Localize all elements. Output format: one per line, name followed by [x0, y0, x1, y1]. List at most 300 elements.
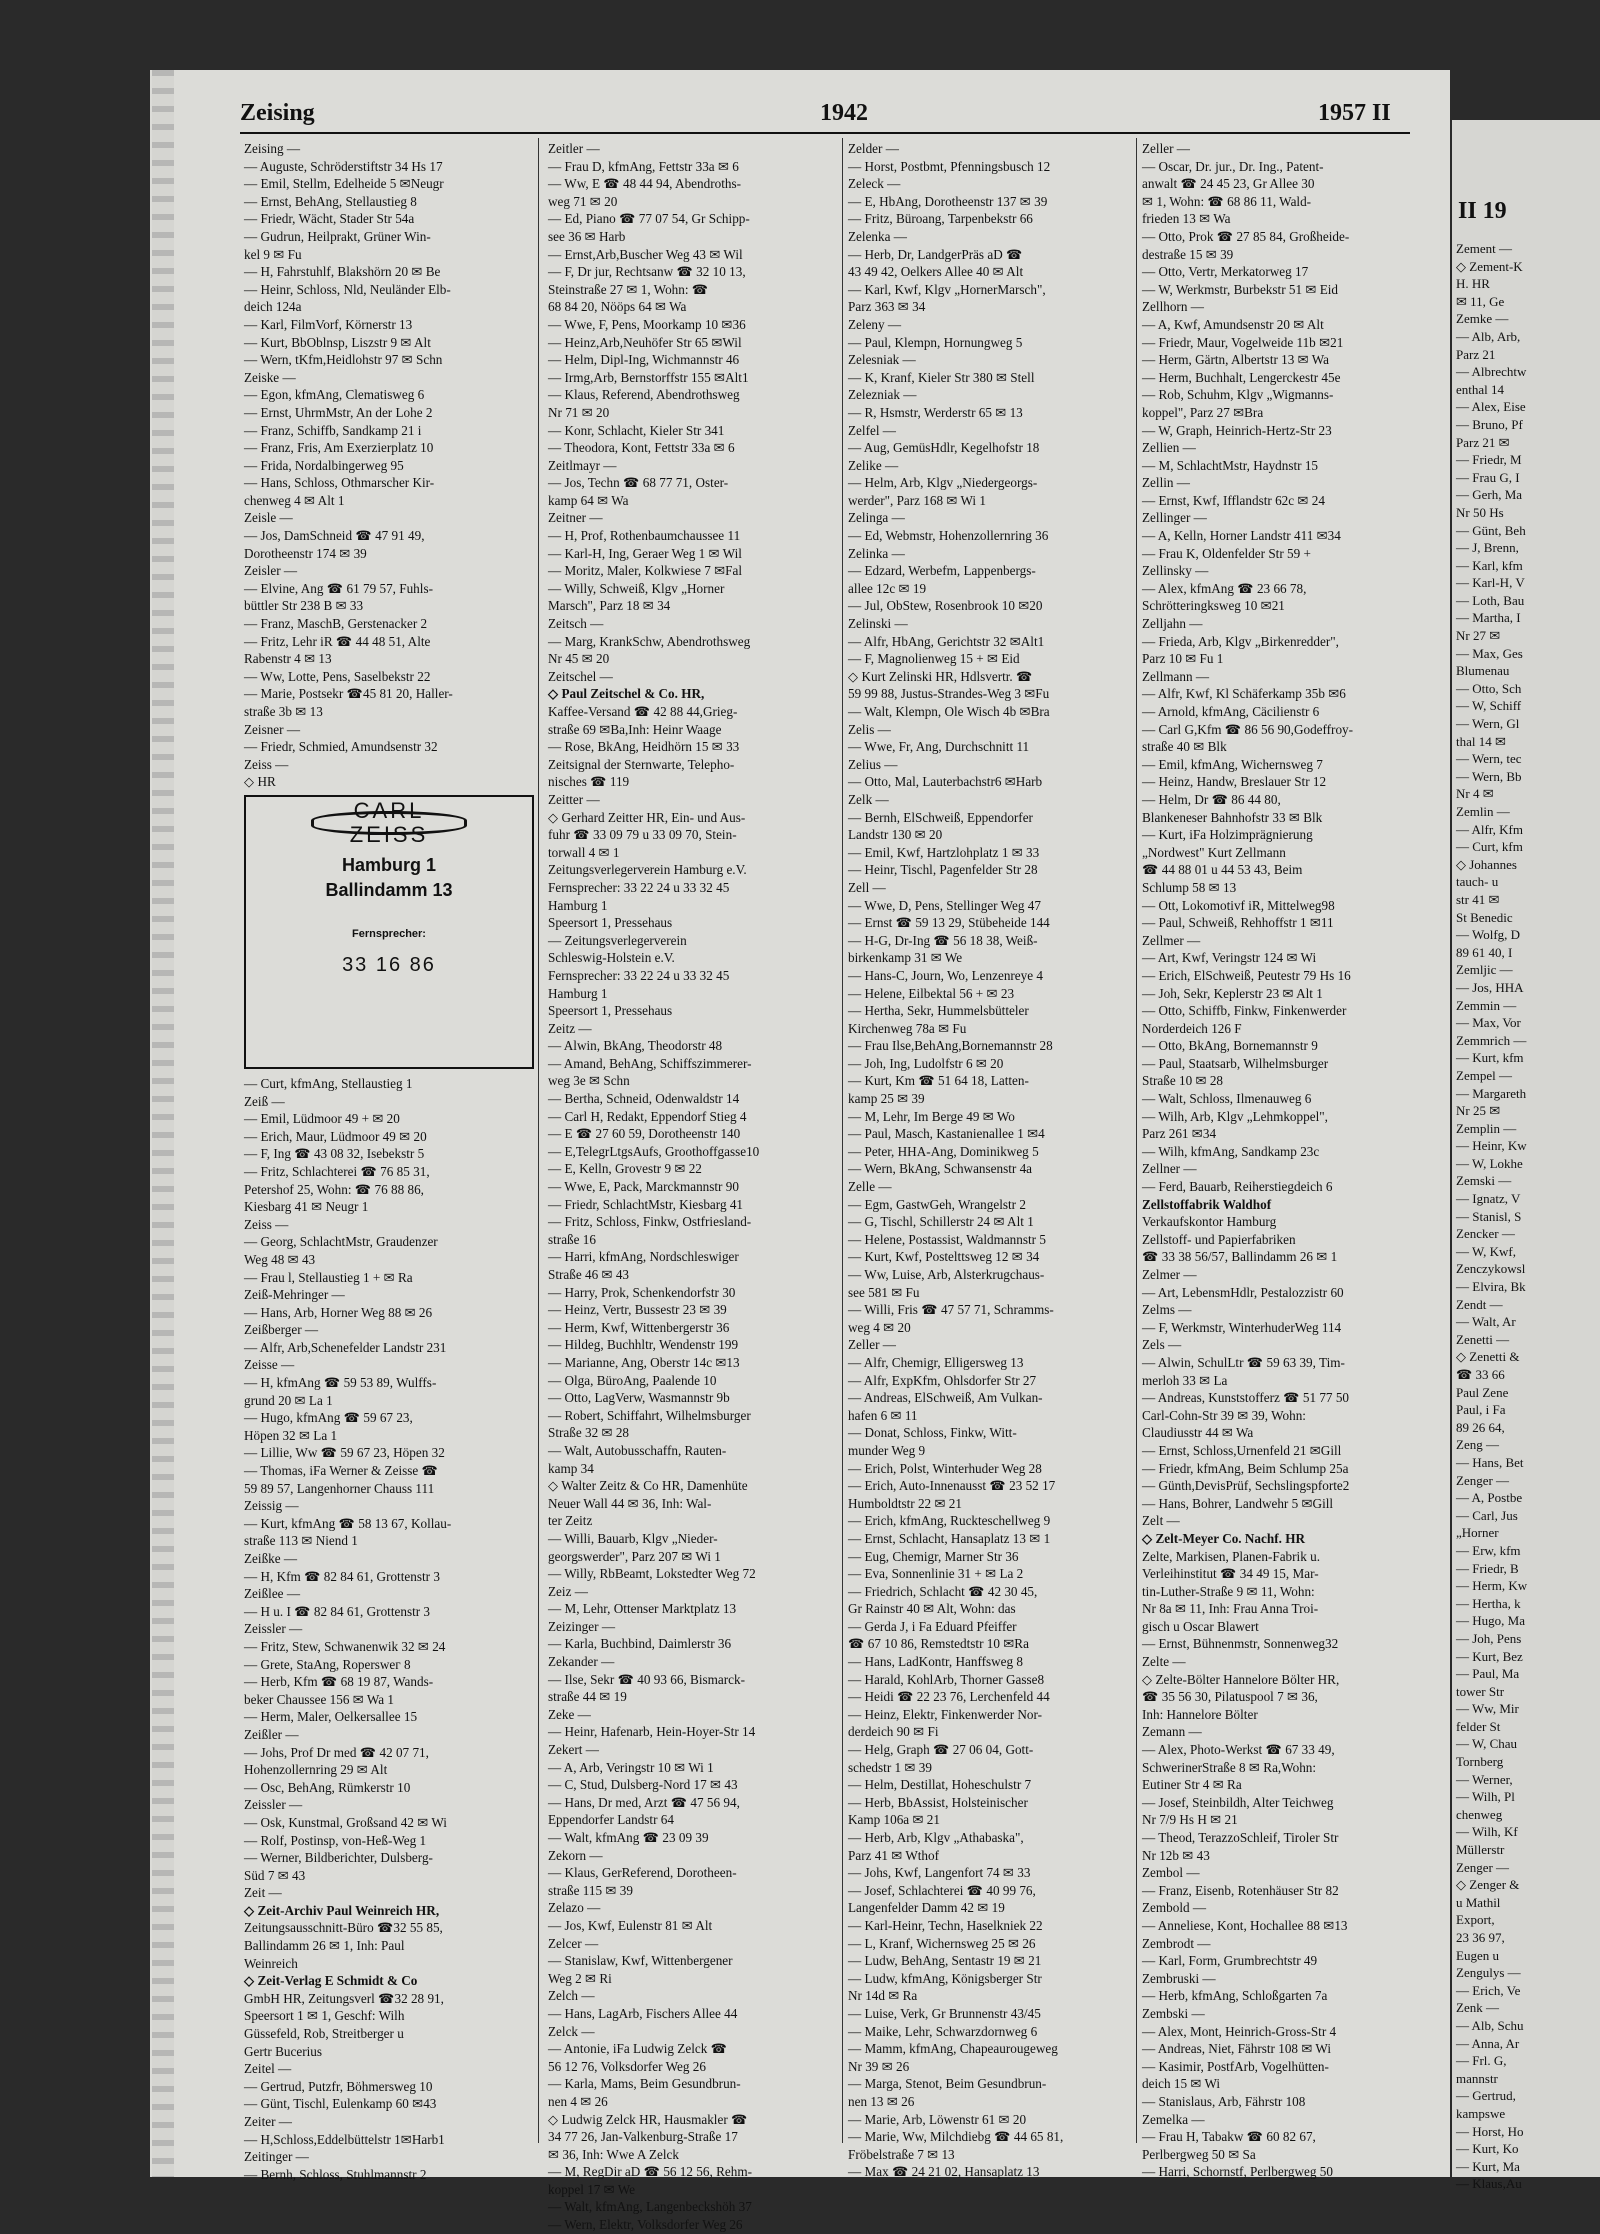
zeiss-advertisement — [244, 795, 534, 1069]
directory-entry: Zemelka — — [1142, 2111, 1205, 2127]
directory-entry: ◇ Walter Zeitz & Co HR, Damenhüte — [548, 1478, 748, 1494]
directory-entry: Paul, i Fa — [1456, 1402, 1506, 1418]
column-1 — [244, 140, 534, 2183]
directory-entry: Tornberg — [1456, 1754, 1504, 1770]
directory-entry: Müllerstr — [1456, 1842, 1505, 1858]
directory-entry: — Wwe, D, Pens, Stellinger Weg 47 — [848, 897, 1041, 913]
directory-entry: — Frida, Nordalbingerweg 95 — [244, 457, 404, 473]
directory-entry: chenweg — [1456, 1806, 1503, 1822]
directory-entry: — Hans-C, Journ, Wo, Lenzenreye 4 — [848, 967, 1043, 983]
directory-entry: Parz 41 ✉ Wthof — [848, 1847, 940, 1863]
directory-entry: — Margareth — [1456, 1085, 1527, 1101]
directory-entry: werder", Parz 168 ✉ Wi 1 — [848, 492, 986, 508]
directory-entry: mannstr — [1456, 2070, 1498, 2086]
directory-entry: Zendt — — [1456, 1296, 1503, 1312]
ad-phone-label: Fernsprecher: — [352, 927, 426, 940]
directory-entry: — Otto, Sch — [1456, 680, 1522, 696]
directory-entry: — Heinr, Tischl, Pagenfelder Str 28 — [848, 862, 1038, 878]
directory-entry: Zellner — — [1142, 1161, 1197, 1177]
directory-entry: — Kurt, kfm — [1456, 1050, 1524, 1066]
column-1-entries-bottom — [244, 1075, 534, 2183]
directory-entry: — Edzard, Werbefm, Lappenbergs- — [848, 563, 1036, 579]
directory-entry: — Heinr, Kw — [1456, 1138, 1527, 1154]
directory-entry: — Elvine, Ang ☎ 61 79 57, Fuhls- — [244, 580, 433, 596]
directory-entry: — Wwe, Fr, Ang, Durchschnitt 11 — [848, 739, 1030, 755]
directory-entry: Petershof 25, Wohn: ☎ 76 88 86, — [244, 1181, 424, 1197]
directory-entry: — Joh, Pens — [1456, 1630, 1522, 1646]
directory-entry: ☎ 33 38 56/57, Ballindamm 26 ✉ 1 — [1142, 1249, 1338, 1265]
column-4 — [1142, 140, 1442, 2181]
directory-entry: — Franz, Eisenb, Rotenhäuser Str 82 — [1142, 1882, 1339, 1898]
directory-entry: — E, Kelln, Grovestr 9 ✉ 22 — [548, 1161, 702, 1177]
directory-entry: nen 13 ✉ 26 — [848, 2093, 915, 2109]
directory-entry: Gertr Bucerius — [244, 2043, 322, 2059]
directory-entry: Zeisner — — [244, 721, 301, 737]
directory-entry: — H,Schloss,Eddelbüttelstr 1✉Harb1 — [244, 2131, 445, 2147]
directory-entry: — Kurt, iFa Holzimprägnierung — [1142, 827, 1313, 843]
directory-entry: Fernsprecher: 33 22 24 u 33 32 45 — [548, 879, 730, 895]
directory-entry: — Carl, Jus — [1456, 1507, 1518, 1523]
directory-entry: straße 69 ✉Ba,Inh: Heinr Waage — [548, 721, 722, 737]
directory-entry: — E, HbAng, Dorotheenstr 137 ✉ 39 — [848, 193, 1048, 209]
directory-entry: — L, Kranf, Wichernsweg 25 ✉ 26 — [848, 1935, 1036, 1951]
directory-entry: Zelinka — — [848, 545, 905, 561]
directory-entry: ☎ 35 56 30, Pilatuspool 7 ✉ 36, — [1142, 1689, 1318, 1705]
directory-entry: — Wilh, kfmAng, Sandkamp 23c — [1142, 1143, 1320, 1159]
directory-entry: Zellinsky — — [1142, 563, 1209, 579]
directory-entry: — Carl G,Kfm ☎ 86 56 90,Godeffroy- — [1142, 721, 1354, 737]
directory-entry: ◇ Zelt-Meyer Co. Nachf. HR — [1142, 1530, 1305, 1546]
directory-entry: Nr 7/9 Hs H ✉ 21 — [1142, 1812, 1238, 1828]
directory-entry: — Hugo, kfmAng ☎ 59 67 23, — [244, 1410, 413, 1426]
directory-entry: — W, Chau — [1456, 1736, 1518, 1752]
directory-entry: — Willy, RbBeamt, Lokstedter Weg 72 — [548, 1566, 756, 1582]
directory-entry: Kirchenweg 78a ✉ Fu — [848, 1020, 967, 1036]
directory-entry: — Ernst, Schlacht, Hansaplatz 13 ✉ 1 — [848, 1530, 1051, 1546]
directory-entry: — Mamm, kfmAng, Chapeaurougeweg — [848, 2041, 1058, 2057]
directory-entry: Zeisle — — [244, 510, 293, 526]
directory-entry: — Stanislaw, Kwf, Wittenbergener — [548, 1953, 733, 1969]
directory-entry: — Otto, LagVerw, Wasmannstr 9b — [548, 1390, 730, 1406]
directory-entry: — Walt, kfmAng, Langenbeckshöh 37 — [548, 2199, 752, 2215]
directory-entry: — Heinz, Vertr, Bussestr 23 ✉ 39 — [548, 1302, 727, 1318]
directory-entry: — Erich, Polst, Winterhuder Weg 28 — [848, 1460, 1042, 1476]
directory-entry: — Erich, Ve — [1456, 1982, 1521, 1998]
directory-entry: Zellmann — — [1142, 668, 1210, 684]
directory-entry: — Werner, — [1456, 1771, 1513, 1787]
directory-entry: — Aug, GemüsHdlr, Kegelhofstr 18 — [848, 440, 1040, 456]
directory-entry: — A, Postbe — [1456, 1490, 1523, 1506]
directory-entry: weg 71 ✉ 20 — [548, 193, 618, 209]
directory-entry: Zeißler — — [244, 1726, 299, 1742]
directory-entry: schedstr 1 ✉ 39 — [848, 1759, 932, 1775]
directory-entry: Straße 46 ✉ 43 — [548, 1267, 630, 1282]
directory-entry: — Hans, LagArb, Fischers Allee 44 — [548, 2005, 738, 2021]
directory-entry: — Karla, Mams, Beim Gesundbrun- — [548, 2076, 741, 2092]
directory-entry: — Ferd, Bauarb, Reiherstiegdeich 6 — [1142, 1179, 1333, 1195]
directory-entry: — Walt, Klempn, Ole Wisch 4b ✉Bra — [848, 704, 1050, 719]
directory-entry: chenweg 4 ✉ Alt 1 — [244, 492, 345, 508]
directory-entry: — M, RegDir aD ☎ 56 12 56, Rehm- — [548, 2164, 752, 2180]
directory-entry: — Stanisl, S — [1456, 1208, 1522, 1224]
directory-entry: — Ernst, Schloss,Urnenfeld 21 ✉Gill — [1142, 1442, 1342, 1458]
directory-entry: — Theod, TerazzoSchleif, Tiroler Str — [1142, 1830, 1339, 1845]
directory-entry: — Otto, Schiffb, Finkw, Finkenwerder — [1142, 1003, 1347, 1019]
directory-entry: Zenk — — [1456, 2000, 1499, 2016]
directory-entry: — Helm, Dipl-Ing, Wichmannstr 46 — [548, 352, 740, 368]
directory-entry: Zelle — — [848, 1179, 892, 1195]
directory-entry: — Kurt, Ma — [1456, 2158, 1520, 2174]
directory-entry: Zelike — — [848, 457, 899, 473]
directory-entry: Zempel — — [1456, 1067, 1512, 1083]
directory-entry: — Wilh, Kf — [1456, 1824, 1518, 1840]
directory-entry: kamp 64 ✉ Wa — [548, 492, 629, 508]
directory-entry: — Wern, BkAng, Schwansenstr 4a — [848, 1161, 1033, 1177]
directory-entry: — Kurt, Km ☎ 51 64 18, Latten- — [848, 1073, 1029, 1089]
directory-entry: Zenetti — — [1456, 1331, 1510, 1347]
directory-entry: Nr 25 ✉ — [1456, 1103, 1501, 1119]
directory-entry: — Bernh, Schloss, Stuhlmannstr 2 — [244, 2166, 427, 2182]
directory-entry: — Ww, E ☎ 48 44 94, Abendroths- — [548, 176, 741, 192]
directory-entry: — Alfr, HbAng, Gerichtstr 32 ✉Alt1 — [848, 633, 1045, 649]
directory-entry: — Franz, Fris, Am Exerzierplatz 10 — [244, 440, 434, 456]
directory-entry: Zembruski — — [1142, 1970, 1216, 1986]
directory-entry: Claudiusstr 44 ✉ Wa — [1142, 1425, 1254, 1441]
directory-entry: — Horst, Postbmt, Pfenningsbusch 12 — [848, 158, 1051, 174]
directory-entry: Zeiß — — [244, 1093, 285, 1109]
directory-entry: — Walt, Schloss, Ilmenauweg 6 — [1142, 1091, 1312, 1107]
directory-entry: Langenfelder Damm 42 ✉ 19 — [848, 1900, 1005, 1916]
directory-entry: — Wern, Bb — [1456, 768, 1522, 784]
directory-entry: Zelinga — — [848, 510, 905, 526]
directory-entry: — Helg, Graph ☎ 27 06 04, Gott- — [848, 1742, 1034, 1758]
directory-entry: Zeissler — — [244, 1797, 303, 1813]
directory-entry: — Karl-H, Ing, Geraer Weg 1 ✉ Wil — [548, 545, 742, 561]
directory-entry: Weg 48 ✉ 43 — [244, 1251, 316, 1267]
directory-entry: — Willy, Schweiß, Klgv „Horner — [548, 580, 725, 596]
directory-entry: — Erich, Maur, Lüdmoor 49 ✉ 20 — [244, 1128, 427, 1144]
directory-entry: Zelfel — — [848, 422, 896, 438]
directory-entry: Verleihinstitut ☎ 34 49 15, Mar- — [1142, 1566, 1319, 1582]
directory-entry: — J, Brenn, — [1456, 540, 1519, 556]
directory-entry: Eppendorfer Landstr 64 — [548, 1812, 674, 1828]
directory-entry: — Kurt, BbOblnsp, Liszstr 9 ✉ Alt — [244, 334, 431, 350]
directory-entry: — Ott, Lokomotivf iR, Mittelweg98 — [1142, 897, 1335, 913]
directory-entry: Zement — — [1456, 241, 1512, 256]
directory-entry: — Gertrud, — [1456, 2088, 1516, 2104]
column-divider — [1136, 138, 1137, 2143]
directory-entry: H. HR — [1456, 276, 1490, 292]
directory-entry: — Emil, Stellm, Edelheide 5 ✉Neugr — [244, 176, 444, 192]
directory-entry: Ballindamm 26 ✉ 1, Inh: Paul — [244, 1938, 405, 1954]
directory-entry: Zelte, Markisen, Planen-Fabrik u. — [1142, 1548, 1320, 1564]
directory-entry: Zeitsch — — [548, 616, 604, 632]
directory-entry: Nr 50 Hs — [1456, 504, 1504, 520]
header-rule — [240, 132, 1410, 134]
directory-entry: Nr 71 ✉ 20 — [548, 404, 610, 420]
directory-entry: — Otto, Prok ☎ 27 85 84, Großheide- — [1142, 228, 1350, 244]
directory-entry: destraße 15 ✉ 39 — [1142, 246, 1234, 262]
directory-entry: — Erich, ElSchweiß, Peutestr 79 Hs 16 — [1142, 967, 1351, 983]
directory-entry: nisches ☎ 119 — [548, 774, 630, 790]
directory-entry: — Paul, Ma — [1456, 1666, 1520, 1682]
directory-entry: Parz 261 ✉34 — [1142, 1126, 1217, 1142]
directory-entry: — Helene, Postassist, Waldmannstr 5 — [848, 1231, 1046, 1247]
directory-entry: Zenger — — [1456, 1472, 1510, 1488]
directory-entry: — Helm, Dr ☎ 86 44 80, — [1142, 791, 1281, 807]
directory-entry: ✉ 11, Ge — [1456, 293, 1505, 309]
column-divider — [538, 138, 539, 2143]
directory-entry: — Heinr, Schloss, Nld, Neuländer Elb- — [244, 281, 451, 297]
directory-entry: Zeissler — — [244, 1621, 303, 1637]
directory-entry: — Hans, Dr med, Arzt ☎ 47 56 94, — [548, 1794, 740, 1810]
directory-entry: — Herb, Arb, Klgv „Athabaska", — [848, 1830, 1024, 1845]
directory-entry: — E ☎ 27 60 59, Dorotheenstr 140 — [548, 1126, 741, 1142]
directory-entry: — Albrechtw — [1456, 364, 1527, 380]
directory-entry: ◇ Gerhard Zeitter HR, Ein- und Aus- — [548, 809, 746, 825]
directory-entry: Zelius — — [848, 756, 898, 772]
directory-entry: — Max ☎ 24 21 02, Hansaplatz 13 — [848, 2164, 1040, 2180]
directory-entry: ◇ HR — [244, 774, 276, 790]
zeiss-logo — [311, 797, 467, 847]
directory-entry: 59 89 57, Langenhorner Chauss 111 — [244, 1480, 435, 1496]
directory-entry: tower Str — [1456, 1683, 1505, 1699]
directory-entry: — Frieda, Arb, Klgv „Birkenredder", — [1142, 633, 1339, 649]
directory-entry: — K, Kranf, Kieler Str 380 ✉ Stell — [848, 369, 1035, 385]
directory-entry: — Helm, Destillat, Hoheschulstr 7 — [848, 1777, 1032, 1793]
directory-entry: — Kurt, Ko — [1456, 2141, 1519, 2157]
directory-entry: — Wolfg, D — [1456, 927, 1521, 943]
directory-entry: ◇ Kurt Zelinski HR, Hdlsvertr. ☎ — [848, 668, 1033, 684]
directory-entry: — Rolf, Postinsp, von-Heß-Weg 1 — [244, 1832, 427, 1848]
running-head-right: 1957 II — [1318, 100, 1391, 126]
directory-entry: Zeitel — — [244, 2061, 292, 2077]
directory-entry: Steinstraße 27 ✉ 1, Wohn: ☎ — [548, 281, 709, 297]
directory-entry: Zellinger — — [1142, 510, 1207, 526]
directory-entry: — Ignatz, V — [1456, 1191, 1521, 1207]
directory-entry: — Wilh, Arb, Klgv „Lehmkoppel", — [1142, 1108, 1328, 1124]
directory-entry: — Herb, Kfm ☎ 68 19 87, Wands- — [244, 1674, 434, 1690]
directory-entry: — Marie, Ww, Milchdiebg ☎ 44 65 81, — [848, 2129, 1064, 2145]
directory-entry: munder Weg 9 — [848, 1442, 926, 1458]
directory-entry: Zellin — — [1142, 475, 1190, 491]
directory-entry: — Max, Vor — [1456, 1015, 1521, 1031]
directory-entry: Zeitungsverlegerverein Hamburg e.V. — [548, 862, 747, 878]
directory-entry: — Friedr, Maur, Vogelweide 11b ✉21 — [1142, 334, 1344, 350]
directory-entry: Nr 4 ✉ — [1456, 786, 1494, 802]
directory-entry: — Fritz, Büroang, Tarpenbekstr 66 — [848, 211, 1033, 227]
directory-entry: — Hildeg, Buchhltr, Wendenstr 199 — [548, 1337, 739, 1353]
directory-entry: Zeitner — — [548, 510, 603, 526]
directory-entry: thal 14 ✉ — [1456, 733, 1506, 749]
directory-entry: — Ww, Luise, Arb, Alsterkrugchaus- — [848, 1267, 1045, 1282]
directory-entry: — Harri, Schornstf, Perlbergweg 50 — [1142, 2164, 1333, 2180]
directory-entry: grund 20 ✉ La 1 — [244, 1392, 333, 1408]
directory-entry: Zeiß-Mehringer — — [244, 1287, 345, 1303]
directory-entry: „Horner — [1456, 1525, 1499, 1541]
directory-entry: — Frau Ilse,BehAng,Bornemannstr 28 — [848, 1038, 1053, 1054]
directory-entry: koppel", Parz 27 ✉Bra — [1142, 404, 1264, 420]
directory-entry: — H, Prof, Rothenbaumchaussee 11 — [548, 528, 741, 544]
directory-entry: Zeitler — — [548, 141, 600, 156]
directory-entry: „Nordwest" Kurt Zellmann — [1142, 844, 1286, 860]
directory-entry: — Herm, Kwf, Wittenbergerstr 36 — [548, 1319, 730, 1335]
directory-entry: ◇ Zelte-Bölter Hannelore Bölter HR, — [1142, 1671, 1340, 1687]
directory-entry: — Harry, Prok, Schenkendorfstr 30 — [548, 1284, 736, 1300]
directory-entry: see 36 ✉ Harb — [548, 228, 626, 244]
running-head-left: Zeising — [240, 100, 315, 126]
directory-entry: 56 12 76, Volksdorfer Weg 26 — [548, 2058, 706, 2074]
directory-entry: — Helm, Arb, Klgv „Niedergeorgs- — [848, 475, 1038, 491]
directory-entry: Blumenau — [1456, 663, 1510, 679]
directory-entry: Zeiz — — [548, 1583, 588, 1599]
directory-entry: Zeleck — — [848, 176, 901, 192]
directory-entry: Zeisse — — [244, 1357, 295, 1373]
directory-entry: — Theodora, Kont, Fettstr 33a ✉ 6 — [548, 440, 735, 456]
directory-entry: Zembrodt — — [1142, 1935, 1211, 1951]
directory-entry: — Alex, Mont, Heinrich-Gross-Str 4 — [1142, 2023, 1337, 2039]
directory-entry: — Oscar, Dr. jur., Dr. Ing., Patent- — [1142, 158, 1324, 174]
directory-entry: Güssefeld, Rob, Streitberger u — [244, 2026, 404, 2042]
directory-entry: — Alb, Arb, — [1456, 328, 1521, 344]
directory-entry: — Wern, Elektr, Volksdorfer Weg 26 — [548, 2217, 743, 2233]
directory-entry: kamp 25 ✉ 39 — [848, 1091, 925, 1107]
directory-entry: — Thomas, iFa Werner & Zeisse ☎ — [244, 1463, 438, 1479]
directory-entry: Zeiss — — [244, 1216, 289, 1232]
directory-entry: GmbH HR, Zeitungsverl ☎32 28 91, — [244, 1990, 444, 2006]
directory-entry: Weinreich — [244, 1955, 298, 1971]
directory-entry: — Alfr, Kfm — [1456, 821, 1523, 837]
directory-entry: — Werner, Bildberichter, Dulsberg- — [244, 1850, 433, 1866]
directory-entry: — Wern, Gl — [1456, 716, 1520, 732]
directory-entry: Kaffee-Versand ☎ 42 88 44,Grieg- — [548, 704, 738, 719]
directory-entry: — Carl H, Redakt, Eppendorf Stieg 4 — [548, 1108, 747, 1124]
directory-entry: — Karl, Form, Grumbrechtstr 49 — [1142, 1953, 1318, 1969]
directory-entry: — Ed, Piano ☎ 77 07 54, Gr Schipp- — [548, 211, 750, 227]
directory-entry: SchwerinerStraße 8 ✉ Ra,Wohn: — [1142, 1759, 1317, 1775]
directory-entry: — Ludw, kfmAng, Königsberger Str — [848, 1970, 1042, 1986]
directory-entry: Speersort 1, Pressehaus — [548, 915, 673, 931]
directory-entry: — Hertha, Sekr, Hummelsbütteler — [848, 1003, 1029, 1019]
directory-entry: — Harri, kfmAng, Nordschleswiger — [548, 1249, 739, 1265]
directory-entry: — Walt, Autobusschaffn, Rauten- — [548, 1442, 727, 1458]
directory-entry: Blankeneser Bahnhofstr 33 ✉ Blk — [1142, 809, 1323, 825]
directory-entry: allee 12c ✉ 19 — [848, 580, 927, 596]
directory-entry: — Marg, KrankSchw, Abendrothsweg — [548, 633, 751, 649]
directory-entry: enthal 14 — [1456, 381, 1505, 397]
directory-entry: Parz 10 ✉ Fu 1 — [1142, 651, 1224, 667]
directory-entry: Kiesbarg 41 ✉ Neugr 1 — [244, 1199, 369, 1215]
directory-entry: ✉ 36, Inh: Wwe A Zelck — [548, 2146, 679, 2162]
directory-entry: — W, Werkmstr, Burbekstr 51 ✉ Eid — [1142, 281, 1339, 297]
directory-entry: Zekert — — [548, 1742, 599, 1758]
directory-entry: ◇ Zeit-Verlag E Schmidt & Co — [244, 1973, 418, 1989]
directory-entry: — Jos, Kwf, Eulenstr 81 ✉ Alt — [548, 1917, 713, 1933]
directory-entry: — F, Dr jur, Rechtsanw ☎ 32 10 13, — [548, 264, 746, 280]
directory-entry: — Fritz, Schloss, Finkw, Ostfriesland- — [548, 1214, 752, 1230]
directory-entry: — A, Kwf, Amundsenstr 20 ✉ Alt — [1142, 316, 1324, 332]
directory-entry: — Anneliese, Kont, Hochallee 88 ✉13 — [1142, 1917, 1348, 1933]
directory-entry: — Gerh, Ma — [1456, 487, 1523, 503]
directory-entry: — Paul, Schweiß, Rehhoffstr 1 ✉11 — [1142, 915, 1334, 931]
directory-entry: tin-Luther-Straße 9 ✉ 11, Wohn: — [1142, 1583, 1315, 1599]
directory-entry: — Wwe, F, Pens, Moorkamp 10 ✉36 — [548, 316, 746, 332]
directory-entry: — Luise, Verk, Gr Brunnenstr 43/45 — [848, 2005, 1041, 2021]
directory-entry: — Fritz, Schlachterei ☎ 76 85 31, — [244, 1163, 430, 1179]
directory-entry: Zellstoff- und Papierfabriken — [1142, 1231, 1296, 1247]
directory-entry: — Hans, Schloss, Othmarscher Kir- — [244, 475, 435, 491]
directory-entry: Zelis — — [848, 721, 891, 737]
directory-entry: — Hertha, k — [1456, 1595, 1521, 1611]
directory-entry: — Alwin, BkAng, Theodorstr 48 — [548, 1038, 723, 1054]
directory-entry: — Alfr, ExpKfm, Ohlsdorfer Str 27 — [848, 1372, 1037, 1388]
directory-entry: — Art, Kwf, Veringstr 124 ✉ Wi — [1142, 950, 1317, 966]
directory-entry: — Hans, Bohrer, Landwehr 5 ✉Gill — [1142, 1495, 1334, 1511]
directory-entry: Zelte — — [1142, 1654, 1186, 1670]
directory-entry: Inh: Hannelore Bölter — [1142, 1706, 1258, 1722]
directory-entry: — Helene, Eilbektal 56 + ✉ 23 — [848, 985, 1015, 1001]
directory-entry: Parz 21 ✉ — [1456, 434, 1510, 450]
directory-entry: — H u. I ☎ 82 84 61, Grottenstr 3 — [244, 1603, 431, 1619]
directory-entry: ◇ Ludwig Zelck HR, Hausmakler ☎ — [548, 2111, 748, 2127]
directory-entry: Zeising — — [244, 141, 301, 156]
directory-entry: — Donat, Schloss, Finkw, Witt- — [848, 1425, 1017, 1441]
directory-entry: Zeleny — — [848, 316, 902, 332]
column-divider — [842, 138, 843, 2143]
directory-entry: Zenger — — [1456, 1859, 1510, 1875]
directory-entry: Zeiss — — [244, 756, 289, 772]
directory-entry: — Frl. G, — [1456, 2053, 1507, 2069]
directory-entry: Zencker — — [1456, 1226, 1515, 1242]
directory-entry: Export, — [1456, 1912, 1495, 1928]
directory-entry: — Friedr, Schmied, Amundsenstr 32 — [244, 739, 438, 755]
directory-entry: — Paul, Klempn, Hornungweg 5 — [848, 334, 1023, 350]
directory-entry: Zelinski — — [848, 616, 908, 632]
directory-entry: Eugen u — [1456, 1947, 1499, 1963]
directory-entry: merloh 33 ✉ La — [1142, 1372, 1228, 1388]
directory-entry: Zelch — — [548, 1988, 595, 2004]
directory-entry: — Hans, Bet — [1456, 1454, 1524, 1470]
directory-entry: Höpen 32 ✉ La 1 — [244, 1427, 338, 1443]
directory-entry: Landstr 130 ✉ 20 — [848, 827, 943, 843]
directory-entry: Zelmer — — [1142, 1267, 1197, 1282]
directory-entry: — Gudrun, Heilprakt, Grüner Win- — [244, 228, 431, 244]
directory-entry: Zelck — — [548, 2023, 595, 2039]
directory-entry: — Karl, Kwf, Klgv „HornerMarsch", — [848, 281, 1046, 297]
directory-entry: Zelljahn — — [1142, 616, 1203, 632]
directory-entry: u Mathil — [1456, 1894, 1501, 1910]
directory-entry: — Elvira, Bk — [1456, 1279, 1526, 1295]
directory-entry: — Jos, HHA — [1456, 979, 1524, 995]
directory-entry: — Karl-Heinr, Techn, Haselkniek 22 — [848, 1917, 1043, 1933]
directory-entry: Fernsprecher: 33 22 24 u 33 32 45 — [548, 967, 730, 983]
directory-entry: Zeitz — — [548, 1020, 592, 1036]
directory-entry: — Heidi ☎ 22 23 76, Lerchenfeld 44 — [848, 1689, 1050, 1705]
directory-entry: Zekorn — — [548, 1847, 603, 1863]
directory-entry: — H, Kfm ☎ 82 84 61, Grottenstr 3 — [244, 1568, 440, 1584]
directory-entry: anwalt ☎ 24 45 23, Gr Allee 30 — [1142, 176, 1315, 192]
directory-entry: — Alfr, Arb,Schenefelder Landstr 231 — [244, 1339, 447, 1355]
directory-entry: — Erw, kfm — [1456, 1542, 1521, 1558]
directory-entry: Neuer Wall 44 ✉ 36, Inh: Wal- — [548, 1495, 712, 1511]
directory-entry: — Wern, tKfm,Heidlohstr 97 ✉ Schn — [244, 352, 443, 368]
directory-entry: Zelcer — — [548, 1935, 599, 1951]
directory-entry: — Karl-H, V — [1456, 575, 1525, 591]
directory-entry: — Günth,DevisPrüf, Sechslingspforte2 — [1142, 1478, 1350, 1494]
directory-entry: tauch- u — [1456, 874, 1499, 890]
directory-entry: ◇ Paul Zeitschel & Co. HR, — [548, 686, 705, 702]
directory-entry: — Andreas, Niet, Fährstr 108 ✉ Wi — [1142, 2041, 1332, 2057]
